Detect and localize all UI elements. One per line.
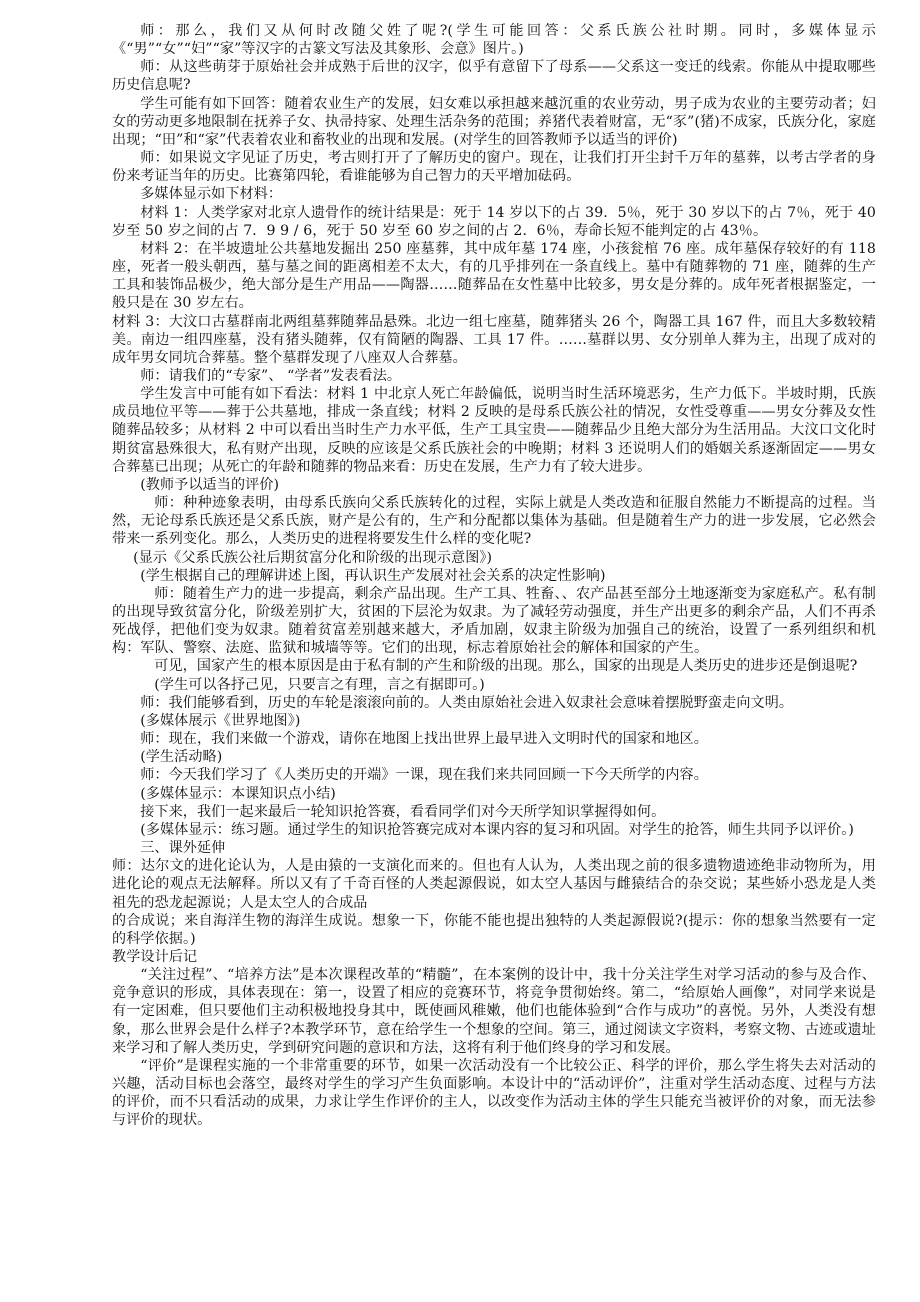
paragraph-knowledge-summary: (多媒体显示：本课知识点小结)	[140, 785, 336, 802]
paragraph-world-map: (多媒体展示《世界地图》)	[140, 712, 301, 729]
paragraph-multimedia-materials: 多媒体显示如下材料：	[140, 186, 283, 203]
section-heading-extension: 三、课外延伸	[140, 840, 226, 857]
paragraph-material-2: 材料 2：在半坡遗址公共墓地发掘出 250 座墓葬，其中成年墓 174 座，小孩瓮棺 76 座。成年墓保存较好的有 118 座，死者一般头朝西，墓与墓之间的距离相差不太大，有的几乎排列在一条直线上。墓中有随葬物的 71 座，随葬的生产工具和装饰品极少，绝大部分是生产用品——陶器……随葬品在女性墓中比较多，男女是分葬的。成年死者根据鉴定，一般只是在 30 岁左右。	[112, 240, 876, 312]
paragraph-show-diagram: (显示《父系氏族公社后期贫富分化和阶级的出现示意图》)	[133, 549, 493, 566]
paragraph-postscript-process: “关注过程”、“培养方法”是本次课程改革的“精髓”，在本案例的设计中，我十分关注学生对学习活动的参与及合作、竞争意识的形成，具体表现在：第一，设置了相应的竞赛环节，将竞争贯彻始终。第二，“给原始人画像”，对同学来说是有一定困难，但只要他们主动积极地投身其中，既使画风稚嫩，他们也能体验到“合作与成功”的喜悦。另外，人类没有想象，那么世界会是什么样子?本教学环节，意在给学生一个想象的空间。第三，通过阅读文字资料，考察文物、古迹或遗址来学习和了解人类历史，学到研究问题的意识和方法，这将有利于他们终身的学习和发展。	[112, 967, 876, 1056]
paragraph-state-origin: 可见，国家产生的根本原因是由于私有制的产生和阶级的出现。那么，国家的出现是人类历史的进步还是倒退呢?	[154, 658, 858, 675]
paragraph-teacher-archaeology: 师：如果说文字见证了历史，考古则打开了了解历史的窗户。现在，让我们打开尘封千万年的墓葬，以考古学者的身份来考证当年的历史。比赛第四轮，看谁能够为自己智力的天平增加砝码。	[112, 150, 876, 185]
paragraph-teacher-darwin: 师：达尔文的进化论认为，人是由猿的一支演化而来的。但也有人认为，人类出现之前的很多遗物遗迹绝非动物所为，用进化论的观点无法解释。所以又有了千奇百怪的人类起源假说，如太空人基因与雌猿结合的杂交说；某些娇小恐龙是人类祖先的恐龙起源说；人是太空人的合成品	[112, 858, 876, 911]
paragraph-teacher-transformation: 师：种种迹象表明，由母系氏族向父系氏族转化的过程，实际上就是人类改造和征服自然能力不断提高的过程。当然，无论母系氏族还是父系氏族，财产是公有的，生产和分配都以集体为基础。但是随着生产力的进一步发展，它必然会带来一系列变化。那么，人类历史的进程将要发生什么样的变化呢?	[112, 495, 876, 548]
paragraph-student-views: 学生发言中可能有如下看法：材料 1 中北京人死亡年龄偏低，说明当时生活环境恶劣，生产力低下。半坡时期，氏族成员地位平等——葬于公共墓地，排成一条直线；材料 2 反映的是母系氏族公社的情况，女性受尊重——男女分葬及女性随葬品较多；从材料 2 中可以看出当时生产力水平低，生产工具宝贵——随葬品少且绝大部分为生活用品。大汶口文化时期贫富悬殊很大，私有财产出现，反映的应该是父系氏族社会的中晚期；材料 3 还说明人们的婚姻关系逐渐固定——男女合葬墓已出现；从死亡的年龄和随葬的物品来看：历史在发展，生产力有了较大进步。	[112, 386, 876, 475]
paragraph-exercise: (多媒体显示：练习题。通过学生的知识抢答赛完成对本课内容的复习和巩固。对学生的抢答，师生共同予以评价。)	[140, 821, 855, 838]
paragraph-teacher-experts: 师：请我们的“专家”、 “学者”发表看法。	[140, 367, 402, 384]
paragraph-student-activity: (学生活动略)	[140, 749, 223, 766]
paragraph-teacher-chinese-characters: 师：从这些萌芽于原始社会并成熟于后世的汉字，似乎有意留下了母系——父系这一变迁的线索。你能从中提取哪些历史信息呢?	[112, 59, 876, 94]
paragraph-student-free-opinion: (学生可以各抒己见，只要言之有理，言之有据即可。)	[154, 676, 485, 693]
paragraph-teacher-review: 师：今天我们学习了《人类历史的开端》一课，现在我们来共同回顾一下今天所学的内容。	[140, 767, 708, 784]
paragraph-teacher-civilization: 师：我们能够看到，历史的车轮是滚滚向前的。人类由原始社会进入奴隶社会意味着摆脱野蛮走向文明。	[140, 694, 794, 711]
paragraph-teacher-game: 师：现在，我们来做一个游戏，请你在地图上找出世界上最早进入文明时代的国家和地区。	[140, 731, 708, 748]
paragraph-synthesis-theory: 的合成说；来自海洋生物的海洋生成说。想象一下，你能不能也提出独特的人类起源假说?(提示：你的想象当然要有一定的科学依据。)	[112, 912, 876, 947]
paragraph-material-3: 材料 3：大汶口古墓群南北两组墓葬随葬品悬殊。北边一组七座墓，随葬猪头 26 个，陶器工具 167 件，而且大多数较精美。南边一组四座墓，没有猪头随葬，仅有简陋的陶器、工具 17 件。……墓群以男、女分别单人葬为主，出现了成对的成年男女同坑合葬墓。整个墓群发现了八座双人合葬墓。	[112, 313, 876, 366]
paragraph-quiz-intro: 接下来，我们一起来最后一轮知识抢答赛，看看同学们对今天所学知识掌握得如何。	[140, 803, 666, 820]
paragraph-teacher-productivity: 师：随着生产力的进一步提高，剩余产品出现。生产工具、牲畜、、农产品甚至部分土地逐渐变为家庭私产。私有制的出现导致贫富分化，阶级差别扩大，贫困的下层沦为奴隶。为了减轻劳动强度，并生产出更多的剩余产品，人们不再杀死战俘，把他们变为奴隶。随着贫富差别越来越大，矛盾加剧，奴隶主阶级为加强自己的统治，设置了一系列组织和机构：军队、警察、法庭、监狱和城墙等等。它们的出现，标志着原始社会的解体和国家的产生。	[112, 585, 876, 657]
paragraph-teacher-evaluation-note: (教师予以适当的评价)	[140, 476, 280, 493]
paragraph-student-answer: 学生可能有如下回答：随着农业生产的发展，妇女难以承担越来越沉重的农业劳动，男子成为农业的主要劳动者；妇女的劳动更多地限制在抚养子女、执帚持家、处理生活杂务的范围；养猪代表着财富，无“豕”(猪)不成家，氏族分化，家庭出现；“田”和“家”代表着农业和畜牧业的出现和发展。(对学生的回答教师予以适当的评价)	[112, 95, 876, 148]
paragraph-postscript-evaluation: “评价”是课程实施的一个非常重要的环节，如果一次活动没有一个比较公正、科学的评价，那么学生将失去对活动的兴趣，活动目标也会落空，最终对学生的学习产生负面影响。本设计中的“活动评价”，注重对学生活动态度、过程与方法的评价，而不只看活动的成果，力求让学生作评价的主人，以改变作为活动主体的学生只能充当被评价的对象，而无法参与评价的现状。	[112, 1057, 876, 1129]
paragraph-student-explain-diagram: (学生根据自己的理解讲述上图，再认识生产发展对社会关系的决定性影响)	[140, 567, 606, 584]
section-heading-postscript: 教学设计后记	[112, 948, 198, 965]
paragraph-material-1: 材料 1：人类学家对北京人遗骨作的统计结果是：死于 14 岁以下的占 39．5％，死于 30 岁以下的占 7％，死于 40 岁至 50 岁之间的占 7．9 9 / 6，死于 50 岁至 60 岁之间的占 2．6％，寿命长短不能判定的占 43％。	[112, 204, 876, 239]
paragraph-teacher-father-surname: 师：那么，我们又从何时改随父姓了呢?(学生可能回答：父系氏族公社时期。同时，多媒体显示《“男”“女”“妇”“家”等汉字的古篆文写法及其象形、会意》图片。)	[112, 23, 876, 58]
